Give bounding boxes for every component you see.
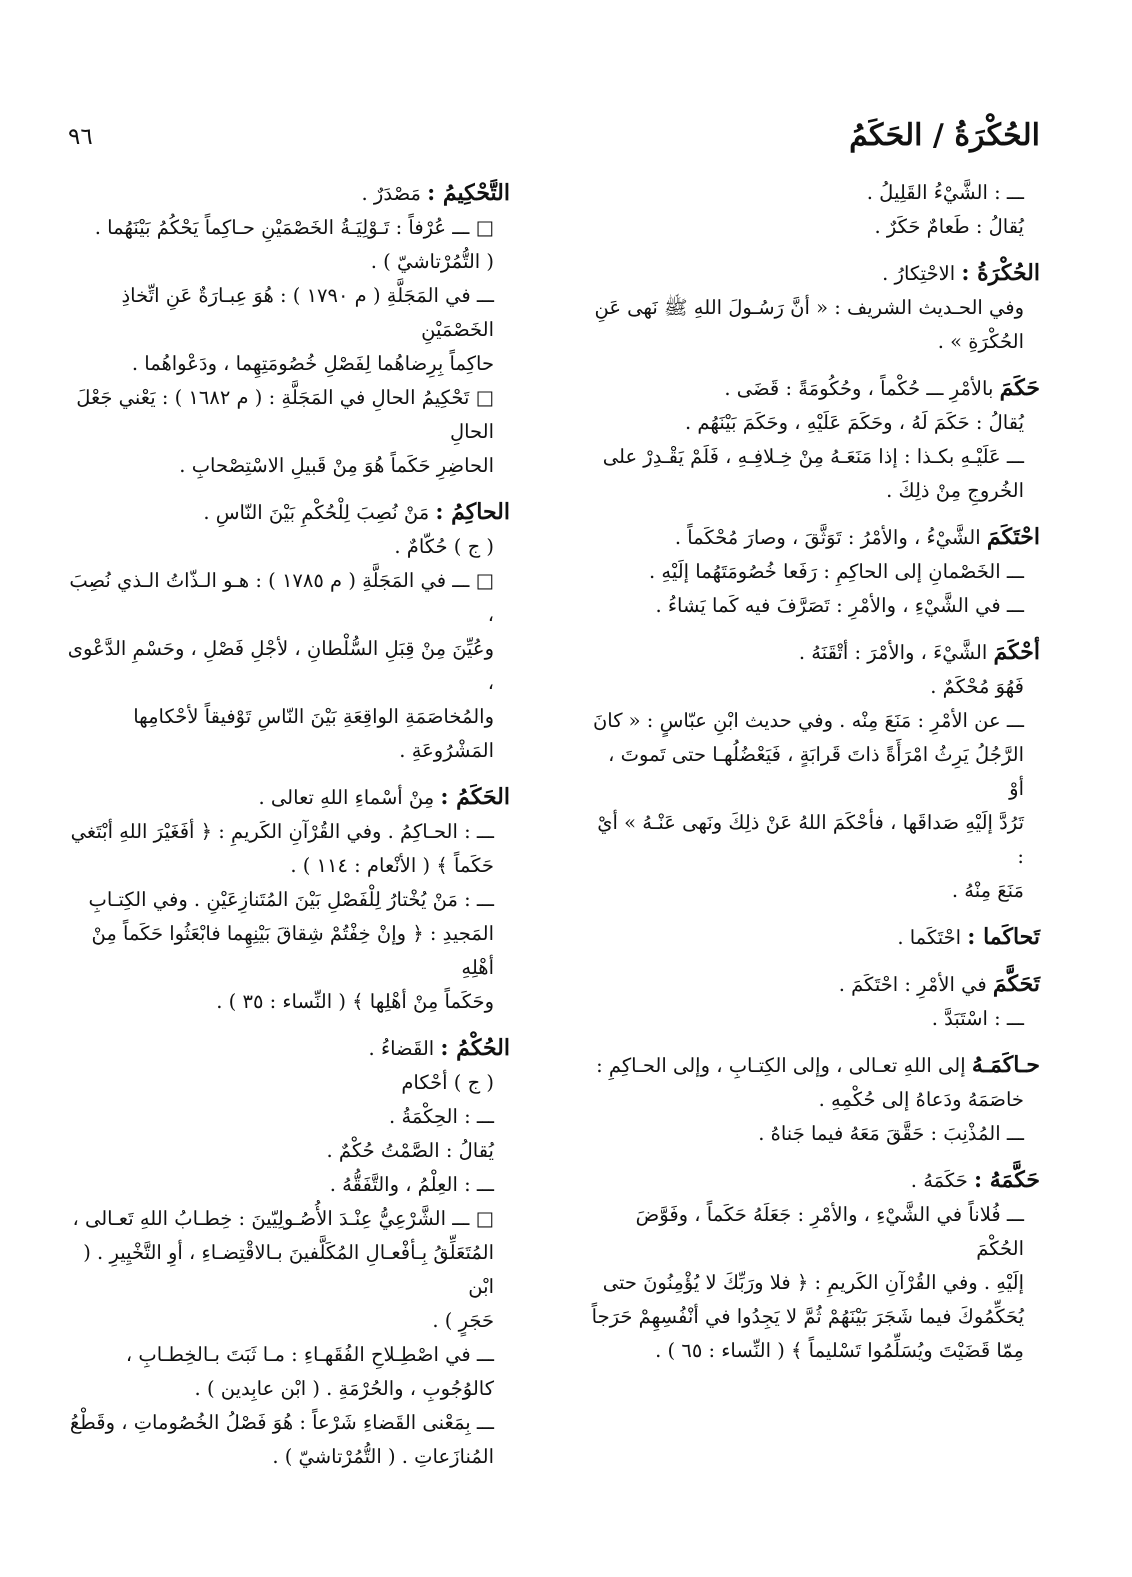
dictionary-entry [60,780,510,1019]
entry-line [60,347,510,381]
right-column [590,176,1040,1380]
entry-line [60,1202,510,1236]
entry-line [60,700,510,768]
entry-line [590,371,1040,406]
entry-line [590,920,1040,955]
entry-text: □ ـــ الشَّرْعِيُّ عِنْـدَ الأُصُـولِيّينَ : خِطـابُ اللهِ تَعـالى ، [72,1207,494,1230]
entry-text: ( التُّمُرْتاشيّ ) . [370,250,494,273]
entry-line [60,1372,510,1406]
entry-line [60,564,510,632]
dictionary-entry [590,1163,1040,1368]
entry-text: ـــ : العِلْمُ ، والتَّفَقُّهُ . [329,1173,494,1196]
entry-headword: حَكَمَ [999,375,1040,401]
entry-text: حَجَرٍ ) . [432,1309,494,1332]
entry-headword: الحُكْرَةُ : [961,260,1040,286]
entry-text: خاصَمَهُ ودَعاهُ إلى حُكْمِهِ . [818,1088,1024,1111]
entry-text: وحَكَماً مِنْ أهْلِها ﴾ ( النِّساء : ٣٥ ) . [216,990,494,1013]
entry-text: □ ـــ في المَجَلَّةِ ( م ١٧٨٥ ) : هـو الـذّاتُ الـذي نُصِبَ ، [69,569,494,626]
dictionary-entry [590,520,1040,623]
entry-line [60,1406,510,1440]
entry-text: مَنْ نُصِبَ لِلْحُكْمِ بَيْنَ النّاسِ . [203,501,430,524]
dictionary-entry [590,176,1040,244]
entry-text: مَنَعَ مِنْهُ . [951,879,1024,902]
entry-text: ـــ : الشَّيْءُ القَلِيلُ . [866,181,1024,204]
entry-text: ـــ : الحِكْمَةُ . [389,1105,494,1128]
entry-line [590,325,1040,359]
entry-line [590,635,1040,670]
entry-line [60,381,510,449]
entry-text: بالأمْرِ ـــ حُكْماً ، وحُكُومَةً : قَضَى . [724,377,994,400]
entry-text: مَصْدَرٌ . [361,182,421,205]
dictionary-entry [60,495,510,768]
entry-text: الشَّيْءَ ، والأمْرَ : أتْقَنَهُ . [798,641,988,664]
entry-line [60,1440,510,1474]
entry-text: ـــ : مَنْ يُخْتارُ لِلْفَصْلِ بَيْنَ المُتَنازِعَيْنِ . وفي الكِتـابِ [88,888,494,911]
entry-line [590,1163,1040,1198]
entry-text: ـــ عن الأمْرِ : مَنَعَ مِنْه . وفي حديث ابْنِ عبّاسٍ : « كانَ [592,709,1024,732]
page-header [60,118,1040,168]
entry-text: وفي الحـديث الشريف : « أنَّ رَسُـولَ اللهِ ﷺ نَهى عَنِ [594,296,1024,319]
entry-text: ـــ بِمَعْنى القَضاءِ شَرْعاً : هُوَ فَصْلُ الخُصُوماتِ ، وقَطْعُ [69,1411,494,1434]
entry-text: ـــ الخَصْمانِ إلى الحاكِمِ : رَفَعا خُصُومَتَهُما إلَيْهِ . [648,560,1024,583]
entry-line [60,632,510,700]
entry-line [60,1031,510,1066]
entry-text: المَجيدِ : ﴿ وإنْ خِفْتُمْ شِقاقَ بَيْنِهِما فابْعَثُوا حَكَماً مِنْ أهْلِهِ [91,922,494,979]
entry-text: وعُيِّنَ مِنْ قِبَلِ السُّلْطانِ ، لأجْلِ فَصْلِ ، وحَسْمِ الدَّعْوى ، [67,637,494,694]
entry-text: ـــ فُلاناً في الشَّيْءِ ، والأمْرِ : جَعَلَهُ حَكَماً ، وفَوَّضَ الحُكْمَ [635,1203,1024,1260]
entry-headword: الحاكِمُ : [435,499,510,525]
entry-line [590,670,1040,704]
entry-text: ـــ المُذْنِبَ : حَقَّقَ مَعَهُ فيما جَناهُ . [758,1122,1024,1145]
entry-text: الخُروجِ مِنْ ذلِكَ . [886,479,1024,502]
entry-line [60,1100,510,1134]
entry-text: احْتَكَما . [897,926,962,949]
entry-line [60,1236,510,1304]
entry-text: الحُكْرَةِ » . [937,330,1024,353]
entry-line [60,815,510,849]
entry-text: حَكَمَهُ . [910,1169,968,1192]
entry-line [590,1002,1040,1036]
entry-line [60,985,510,1019]
entry-text: المُنازَعاتِ . ( التُّمُرْتاشيّ ) . [272,1445,494,1468]
entry-text: ـــ في المَجَلَّةِ ( م ١٧٩٠ ) : هُوَ عِبـارَةٌ عَنِ اتِّخاذِ الخَصْمَيْنِ [121,284,494,341]
entry-headword: الحَكَمُ : [440,784,510,810]
entry-text: الشَّيْءُ ، والأمْرُ : تَوَثَّقَ ، وصارَ مُحْكَماً . [674,526,981,549]
entry-text: فَهُوَ مُحْكَمٌ . [930,675,1024,698]
entry-text: المُتَعَلِّقُ بِـأفْعـالِ المُكَلَّفينَ بـالاقْتِضـاءِ ، أوِ التَّخْيِيرِ . ( ابْن [83,1241,494,1298]
entry-line [590,1198,1040,1266]
entry-line [590,520,1040,555]
entry-headword: الحُكْمُ : [440,1035,510,1061]
entry-text: في الأمْرِ : احْتَكَمَ . [838,973,987,996]
entry-text: يُقالُ : طَعامٌ حَكَرٌ . [874,215,1024,238]
entry-line [590,406,1040,440]
entry-text: ـــ في الشَّيْءِ ، والأمْرِ : تَصَرَّفَ فيه كَما يَشاءُ . [655,594,1024,617]
entry-line [590,210,1040,244]
entry-text: يُحَكِّمُوكَ فيما شَجَرَ بَيْنَهُمْ ثُمَّ لا يَجِدُوا في أنْفُسِهِمْ حَرَجاً [591,1305,1024,1328]
entry-text: إلى اللهِ تعـالى ، وإلى الكِتـابِ ، وإلى الحـاكِمِ : [596,1054,966,1077]
entry-text: ـــ : الحـاكِمُ . وفي القُرْآنِ الكَريمِ : ﴿ أفَغَيْرَ اللهِ أبْتَغي [70,820,494,843]
entry-line [590,291,1040,325]
entry-line [590,176,1040,210]
entry-text: □ ـــ عُرْفاً : تَـوْلِيَـةُ الخَصْمَيْنِ حـاكِماً يَحْكُمُ بَيْنَهُما . [94,216,494,239]
page-number: ٩٦ [68,124,93,150]
entry-text: الرَّجُلُ يَرِثُ امْرَأَةً ذاتَ قَرابَةٍ ، فَيَعْضُلُهـا حتى تَموتَ ، أوْ [608,743,1024,800]
entry-line [590,1117,1040,1151]
entry-text: ( ج ) حُكّامٌ . [394,535,494,558]
entry-line [60,883,510,917]
entry-headword: تَحاكَما : [967,924,1040,950]
entry-text: حَكَماً ﴾ ( الأنْعام : ١١٤ ) . [290,854,494,877]
entry-line [60,279,510,347]
entry-line [60,530,510,564]
entry-line [60,1066,510,1100]
entry-text: تَرُدَّ إلَيْهِ صَداقَها ، فأحْكَمَ اللهُ عَنْ ذلِكَ ونَهى عَنْـهُ » أيْ : [597,811,1024,868]
entry-line [590,704,1040,738]
entry-line [590,1048,1040,1083]
entry-text: ـــ عَلَيْـهِ بكـذا : إذا مَنَعَـهُ مِنْ خِـلافِـهِ ، فَلَمْ يَقْـدِرْ على [602,445,1024,468]
dictionary-entry [590,967,1040,1036]
entry-line [60,245,510,279]
dictionary-entry [60,1031,510,1474]
entry-line [60,211,510,245]
entry-headword: حـاكَمَـهُ [971,1052,1040,1078]
entry-headword: احْتَكَمَ [986,524,1040,550]
entry-line [590,1300,1040,1334]
entry-text: ـــ : اسْتَبَدَّ . [931,1007,1024,1030]
dictionary-entry [590,635,1040,908]
entry-line [60,1134,510,1168]
entry-headword: حَكَّمَهُ : [973,1167,1040,1193]
entry-line [590,1266,1040,1300]
entry-line [60,1338,510,1372]
dictionary-entry [590,256,1040,359]
entry-text: إلَيْهِ . وفي القُرْآنِ الكَريمِ : ﴿ فلا ورَبِّكَ لا يُؤْمِنُونَ حتى [602,1271,1024,1294]
entry-line [60,780,510,815]
dictionary-entry [60,176,510,483]
entry-line [590,555,1040,589]
entry-line [590,440,1040,474]
entry-text: مِمّا قَضَيْتَ ويُسَلِّمُوا تَسْليماً ﴾ ( النِّساء : ٦٥ ) . [655,1339,1024,1362]
entry-text: القَضاءُ . [368,1037,435,1060]
dictionary-entry [590,1048,1040,1151]
entry-line [590,874,1040,908]
entry-line [60,849,510,883]
entry-line [590,738,1040,806]
entry-line [60,176,510,211]
entry-line [60,917,510,985]
entry-text: يُقالُ : حَكَمَ لَهُ ، وحَكَمَ عَلَيْهِ ، وحَكَمَ بَيْنَهُم . [685,411,1024,434]
entry-text: مِنْ أسْماءِ اللهِ تعالى . [258,786,435,809]
entry-text: ( ج ) أحْكام [401,1071,494,1094]
entry-text: كالوُجُوبِ ، والحُرْمَةِ . ( ابْن عابِدين ) . [194,1377,494,1400]
entry-text: ـــ في اصْطِـلاحِ الفُقَهـاءِ : مـا ثَبَتَ بـالخِطـابِ ، [125,1343,494,1366]
entry-headword: أحْكَمَ [993,639,1040,665]
running-head: الحُكْرَةُ / الحَكَمُ [849,118,1040,153]
entry-line [590,967,1040,1002]
entry-line [590,474,1040,508]
entry-line [60,1168,510,1202]
dictionary-entry [590,371,1040,508]
entry-line [590,1083,1040,1117]
entry-line [60,495,510,530]
entry-text: □ تَحْكِيمُ الحالِ في المَجَلَّةِ : ( م ١٦٨٢ ) : يَعْني جَعْلَ الحالِ [76,386,494,443]
entry-line [60,1304,510,1338]
entry-text: حاكِماً بِرِضاهُما لِفَصْلِ خُصُومَتِهِما ، ودَعْواهُما . [131,352,494,375]
entry-headword: تَحَكَّمَ [992,971,1040,997]
entry-text: يُقالُ : الصَّمْتُ حُكْمٌ . [326,1139,494,1162]
entry-line [590,256,1040,291]
entry-line [590,1334,1040,1368]
entry-headword: التَّحْكِيمُ : [427,180,510,206]
dictionary-entry [590,920,1040,955]
entry-line [60,449,510,483]
left-column [60,176,510,1486]
entry-line [590,589,1040,623]
entry-line [590,806,1040,874]
entry-text: والمُخاصَمَةِ الواقِعَةِ بَيْنَ النّاسِ تَوْفيقاً لأحْكامِها المَشْرُوعَةِ . [133,705,494,762]
entry-text: الاحْتِكارُ . [882,262,956,285]
entry-text: الحاضِرِ حَكَماً هُوَ مِنْ قَبيلِ الاسْتِصْحابِ . [179,454,494,477]
